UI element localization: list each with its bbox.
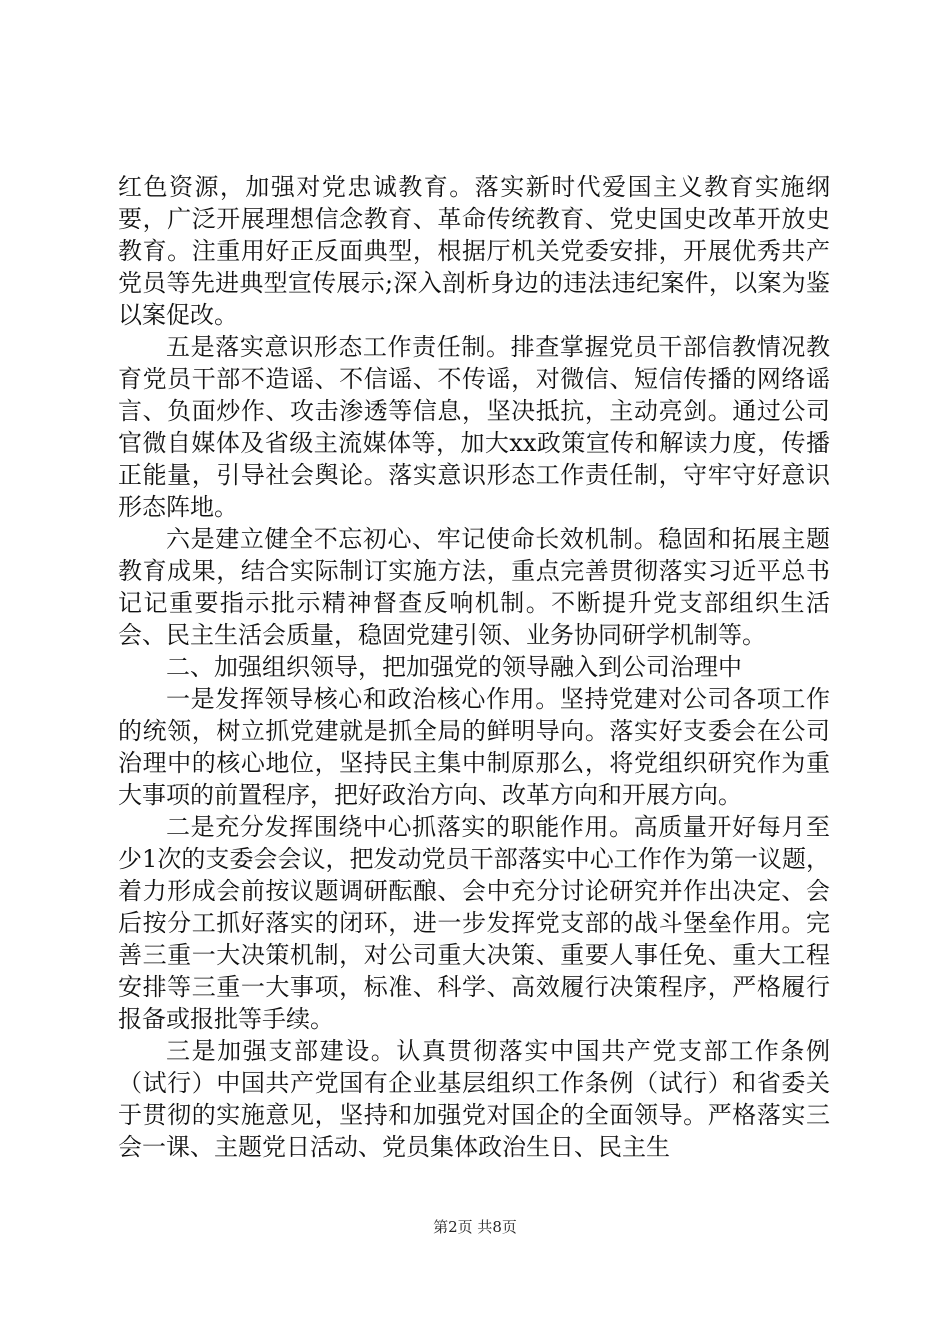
- paragraph-3: 六是建立健全不忘初心、牢记使命长效机制。稳固和拓展主题教育成果，结合实际制订实施方法，重点完善贯彻落实习近平总书记记重要指示批示精神督查反响机制。不断提升党支部组织生活会、民主生活会质量，稳固党建引领、业务协同研学机制等。: [118, 525, 830, 649]
- paragraph-1: 红色资源，加强对党忠诚教育。落实新时代爱国主义教育实施纲要，广泛开展理想信念教育、革命传统教育、党史国史改革开放史教育。注重用好正反面典型，根据厅机关党委安排，开展优秀共产党员等先进典型宣传展示;深入剖析身边的违法违纪案件，以案为鉴以案促改。: [118, 173, 830, 329]
- page-number-footer: 第2页 共8页: [433, 1218, 517, 1236]
- paragraph-4: 一是发挥领导核心和政治核心作用。坚持党建对公司各项工作的统领，树立抓党建就是抓全局的鲜明导向。落实好支委会在公司治理中的核心地位，坚持民主集中制原那么，将党组织研究作为重大事项的前置程序，把好政治方向、改革方向和开展方向。: [118, 685, 830, 809]
- paragraph-6: 三是加强支部建设。认真贯彻落实中国共产党支部工作条例（试行）中国共产党国有企业基层组织工作条例（试行）和省委关于贯彻的实施意见，坚持和加强党对国企的全面领导。严格落实三会一课、主题党日活动、党员集体政治生日、民主生: [118, 1037, 830, 1161]
- document-body: [118, 171, 830, 1163]
- section-heading: 二、加强组织领导，把加强党的领导融入到公司治理中: [166, 653, 742, 681]
- paragraph-5: 二是充分发挥围绕中心抓落实的职能作用。高质量开好每月至少1次的支委会会议，把发动党员干部落实中心工作作为第一议题，着力形成会前按议题调研酝酿、会中充分讨论研究并作出决定、会后按分工抓好落实的闭环，进一步发挥党支部的战斗堡垒作用。完善三重一大决策机制，对公司重大决策、重要人事任免、重大工程安排等三重一大事项，标准、科学、高效履行决策程序，严格履行报备或报批等手续。: [118, 813, 830, 1033]
- paragraph-2: 五是落实意识形态工作责任制。排查掌握党员干部信教情况教育党员干部不造谣、不信谣、不传谣，对微信、短信传播的网络谣言、负面炒作、攻击渗透等信息，坚决抵抗，主动亮剑。通过公司官微自媒体及省级主流媒体等，加大xx政策宣传和解读力度，传播正能量，引导社会舆论。落实意识形态工作责任制，守牢守好意识形态阵地。: [118, 333, 830, 521]
